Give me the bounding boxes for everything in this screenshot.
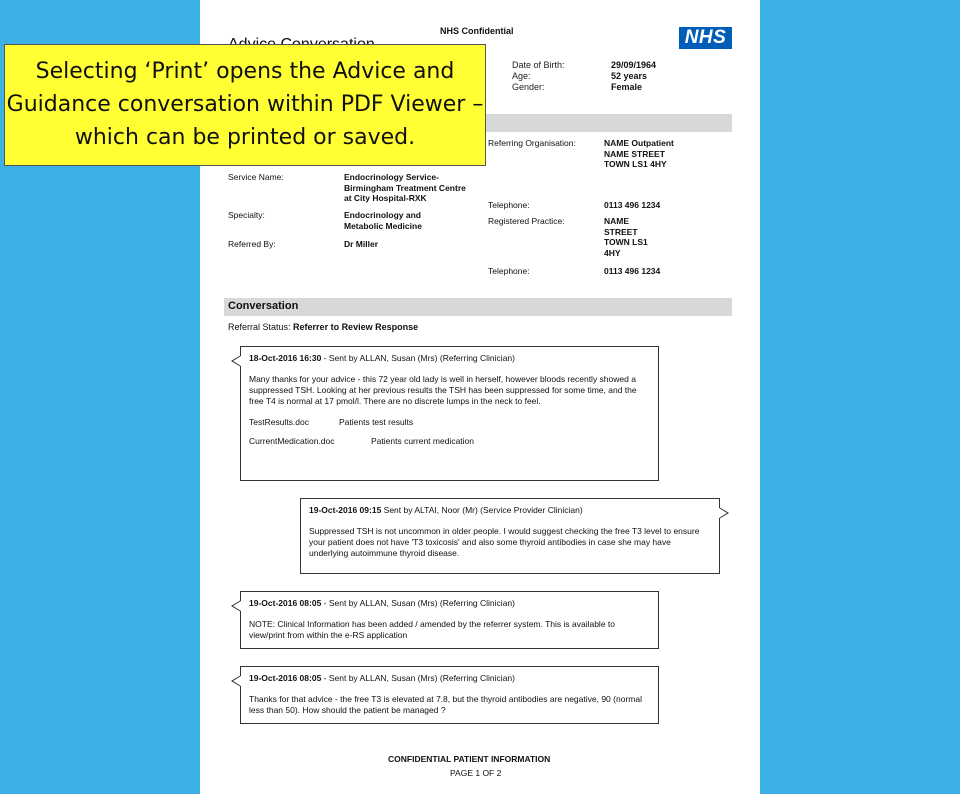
message-meta [249,673,650,684]
attachment-link[interactable]: CurrentMedication.doc [249,436,335,446]
gender-value: Female [611,82,643,92]
referral-status-value: Referrer to Review Response [293,322,419,332]
attachment-description: Patients test results [339,417,414,427]
patient-info [512,60,712,96]
telephone-label-1: Telephone: [488,200,530,210]
message-meta [249,353,650,364]
footer-confidential: CONFIDENTIAL PATIENT INFORMATION [388,754,551,764]
confidential-header: NHS Confidential [440,26,514,36]
telephone-value-1: 0113 496 1234 [604,200,661,210]
attachment-row [249,417,650,428]
gender-label: Gender: [512,82,545,92]
nhs-logo: NHS [679,27,732,49]
attachment-row [249,436,650,447]
message-meta [249,598,650,609]
speech-pointer-icon [231,600,241,612]
registered-practice-label: Registered Practice: [488,216,565,226]
referral-details-left [228,172,484,252]
referred-by-label: Referred By: [228,239,276,249]
age-label: Age: [512,71,531,81]
specialty-label: Specialty: [228,210,265,220]
speech-pointer-icon [231,675,241,687]
referral-status [228,322,418,332]
message-sender: Sent by ALTAI, Noor (Mr) (Service Provider Clinician) [381,505,583,515]
speech-pointer-icon [719,507,729,519]
attachment-link[interactable]: TestResults.doc [249,417,309,427]
message-body: Many thanks for your advice - this 72 year old lady is well in herself, however bloods recently showed a suppressed TSH. Looking at her previous results the TSH has been suppressed for some time, and the free T4 is normal at 17 pmol/l. There are no discrete lumps in the neck to feel. [249,374,637,406]
telephone-label-2: Telephone: [488,266,530,276]
referral-status-label: Referral Status: [228,322,291,332]
message-bubble [300,498,720,574]
attachment-description: Patients current medication [371,436,474,446]
message-sender: - Sent by ALLAN, Susan (Mrs) (Referring Clinician) [321,598,515,608]
registered-practice-value: NAME STREET TOWN LS1 4HY [604,216,648,258]
service-value: Endocrinology Service- Birmingham Treatment Centre at City Hospital-RXK [344,172,466,203]
message-bubble [240,666,659,724]
referring-org-label: Referring Organisation: [488,138,576,148]
referred-by-value: Dr Miller [344,239,379,249]
referring-org-value: NAME Outpatient NAME STREET TOWN LS1 4HY [604,138,674,169]
specialty-value: Endocrinology and Metabolic Medicine [344,210,422,231]
instruction-callout: Selecting ‘Print’ opens the Advice and Guidance conversation within PDF Viewer – which can be printed or saved. [4,44,486,166]
message-bubble [240,591,659,649]
age-value: 52 years [611,71,648,81]
dob-value: 29/09/1964 [611,60,657,70]
message-sender: - Sent by ALLAN, Susan (Mrs) (Referring Clinician) [321,673,515,683]
service-label: Service Name: [228,172,284,182]
message-meta [309,505,711,516]
message-date: 19-Oct-2016 09:15 [309,505,382,515]
message-body: Thanks for that advice - the free T3 is elevated at 7.8, but the thyroid antibodies are negative, 90 (normal less than 50). How should the patient be managed ? [249,694,642,715]
dob-label: Date of Birth: [512,60,565,70]
message-sender: - Sent by ALLAN, Susan (Mrs) (Referring Clinician) [321,353,515,363]
message-body: Suppressed TSH is not uncommon in older people. I would suggest checking the free T3 level to ensure your patient does not have 'T3 toxicosis' and also some thyroid antibodies in case she may have underlying autoimmune thyroid disease. [309,526,700,558]
referral-details-right [488,138,732,280]
page-number: PAGE 1 OF 2 [450,768,502,778]
message-body: NOTE: Clinical Information has been added / amended by the referrer system. This is available to view/print from within the e-RS application [249,619,615,640]
message-date: 18-Oct-2016 16:30 [249,353,322,363]
telephone-value-2: 0113 496 1234 [604,266,661,276]
message-date: 19-Oct-2016 08:05 [249,673,322,683]
speech-pointer-icon [231,355,241,367]
conversation-section-bar: Conversation [224,298,732,316]
message-bubble [240,346,659,481]
message-date: 19-Oct-2016 08:05 [249,598,322,608]
